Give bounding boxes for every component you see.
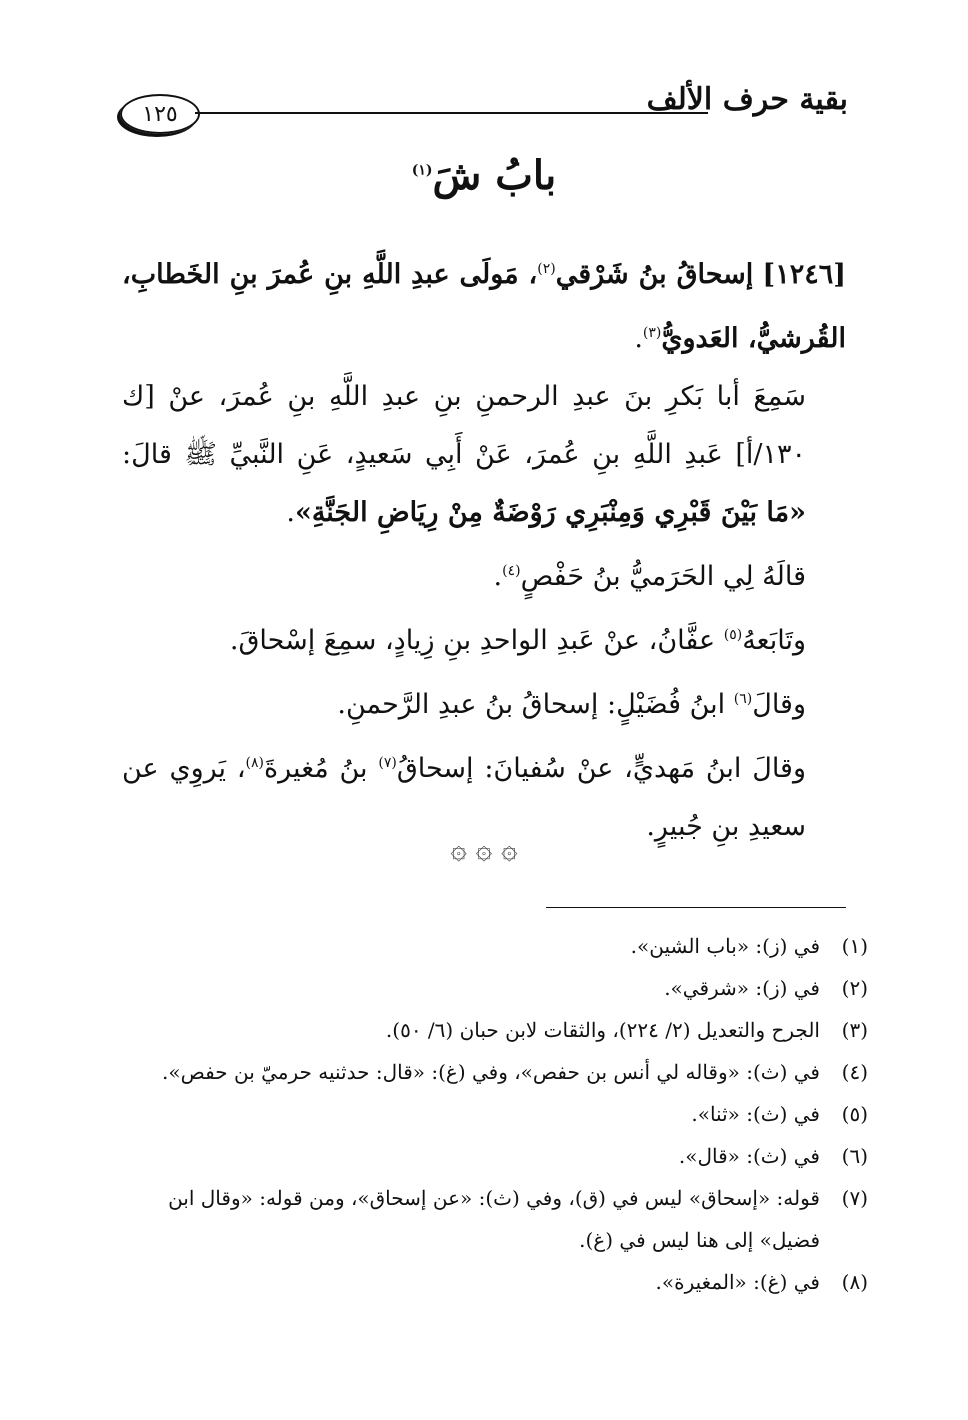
footnote-ref: (٢) [537,261,556,277]
footnote-text: في (ث): «ثنا». [691,1102,820,1126]
footnote [122,1135,868,1177]
hadith-quote: «مَا بَيْنَ قَبْرِي وَمِنْبَرِي رَوْضَةٌ مِنْ رِيَاضِ الجَنَّةِ» [294,497,806,528]
entry-heading [122,240,846,368]
footnote-text: الجرح والتعديل (٢/ ٢٢٤)، والثقات لابن حبان (٦/ ٥٠). [385,1018,820,1042]
footnote-number: (٣) [841,1018,868,1042]
manuscript-marker: [ك ١٣٠/أ] [122,381,806,470]
entry-name: إسحاقُ بنُ شَرْقي [555,259,754,290]
footnote-ref: (٨) [245,755,265,771]
footnote-ref: (٧) [378,755,397,771]
paragraph-text: قالَهُ لِي الحَرَميُّ بنُ حَفْصٍ [520,561,806,592]
paragraph-end: . [286,497,295,528]
footnote-ref: (٥) [723,627,743,643]
entry-relation: ، مَولَى عبدِ اللَّهِ بنِ عُمرَ بنِ الخَطابِ، القُرشيُّ، العَدويُّ [122,259,846,354]
footnote [122,967,868,1009]
footnote-text: في (غ): «المغيرة». [655,1270,820,1294]
paragraph-1 [122,368,846,542]
footnote-number: (٨) [841,1270,868,1294]
footnote [122,925,868,967]
footnotes [122,925,868,1303]
paragraph-text: عَبدِ اللَّهِ بنِ عُمرَ، عَنْ أَبِي سَعيدٍ، عَنِ النَّبيِّ ﷺ قالَ: [122,439,736,470]
footnote-number: (٤) [841,1060,868,1084]
footnote-number: (٦) [841,1144,868,1168]
footnote-number: (٧) [841,1186,868,1210]
paragraph-3 [122,606,846,670]
footnote-ref: (١) [411,162,433,179]
ornament-divider: ۞ ۞ ۞ [450,832,518,865]
paragraph-text: عفَّانُ، عنْ عَبدِ الواحدِ بنِ زِيادٍ، سمِعَ إسْحاقَ. [229,625,724,656]
paragraph-text: ، يَروِي عن سعيدِ بنِ جُبيرٍ. [122,753,806,842]
footnote-text: في (ث): «قال». [678,1144,820,1168]
header-rule [195,112,708,114]
running-header: بقية حرف الألف [646,82,848,117]
footnote-number: (٥) [841,1102,868,1126]
footnote-ref: (٣) [642,325,662,341]
paragraph-text: وتَابَعهُ [742,625,806,656]
footnote [122,1177,868,1261]
footnote-ref: (٦) [733,691,753,707]
footnote-text: قوله: «إسحاق» ليس في (ق)، وفي (ث): «عن إسحاق»، ومن قوله: «وقال ابن فضيل» إلى هنا ليس في (غ). [168,1186,820,1252]
paragraph-text: وقالَ [752,689,806,720]
footnote [122,1093,868,1135]
paragraph-text: سَمِعَ أبا بَكرِ بنَ عبدِ الرحمنِ بنِ عبدِ اللَّهِ بنِ عُمرَ، عنْ [154,381,806,412]
page-number: ١٢٥ [120,94,200,134]
footnote-text: في (ز): «شرقي». [664,976,820,1000]
paragraph-2 [122,542,846,606]
footnote [122,1051,868,1093]
chapter-title [0,152,968,199]
footnote-number: (٢) [841,976,868,1000]
chapter-title-text: بابُ شَ [432,152,557,199]
footnote-text: في (ث): «وقاله لي أنس بن حفص»، وفي (غ): «قال: حدثنيه حرميّ بن حفص». [162,1060,820,1084]
entry-number: [١٢٤٦] [762,259,846,290]
paragraph-end: . [493,561,503,592]
paragraph-text: ابنُ فُضَيْلٍ: إسحاقُ بنُ عبدِ الرَّحمنِ. [337,689,734,720]
paragraph-4 [122,670,846,734]
main-text [122,240,846,856]
footnote-ref: (٤) [502,563,521,579]
entry-end: . [634,323,643,354]
footnote-rule [546,907,846,908]
footnote-number: (١) [841,934,868,958]
footnote [122,1261,868,1303]
footnote [122,1009,868,1051]
paragraph-text: بنُ مُغيرةَ [264,753,379,784]
footnote-text: في (ز): «باب الشين». [630,934,820,958]
paragraph-text: وقالَ ابنُ مَهديٍّ، عنْ سُفيانَ: إسحاقُ [396,753,806,784]
